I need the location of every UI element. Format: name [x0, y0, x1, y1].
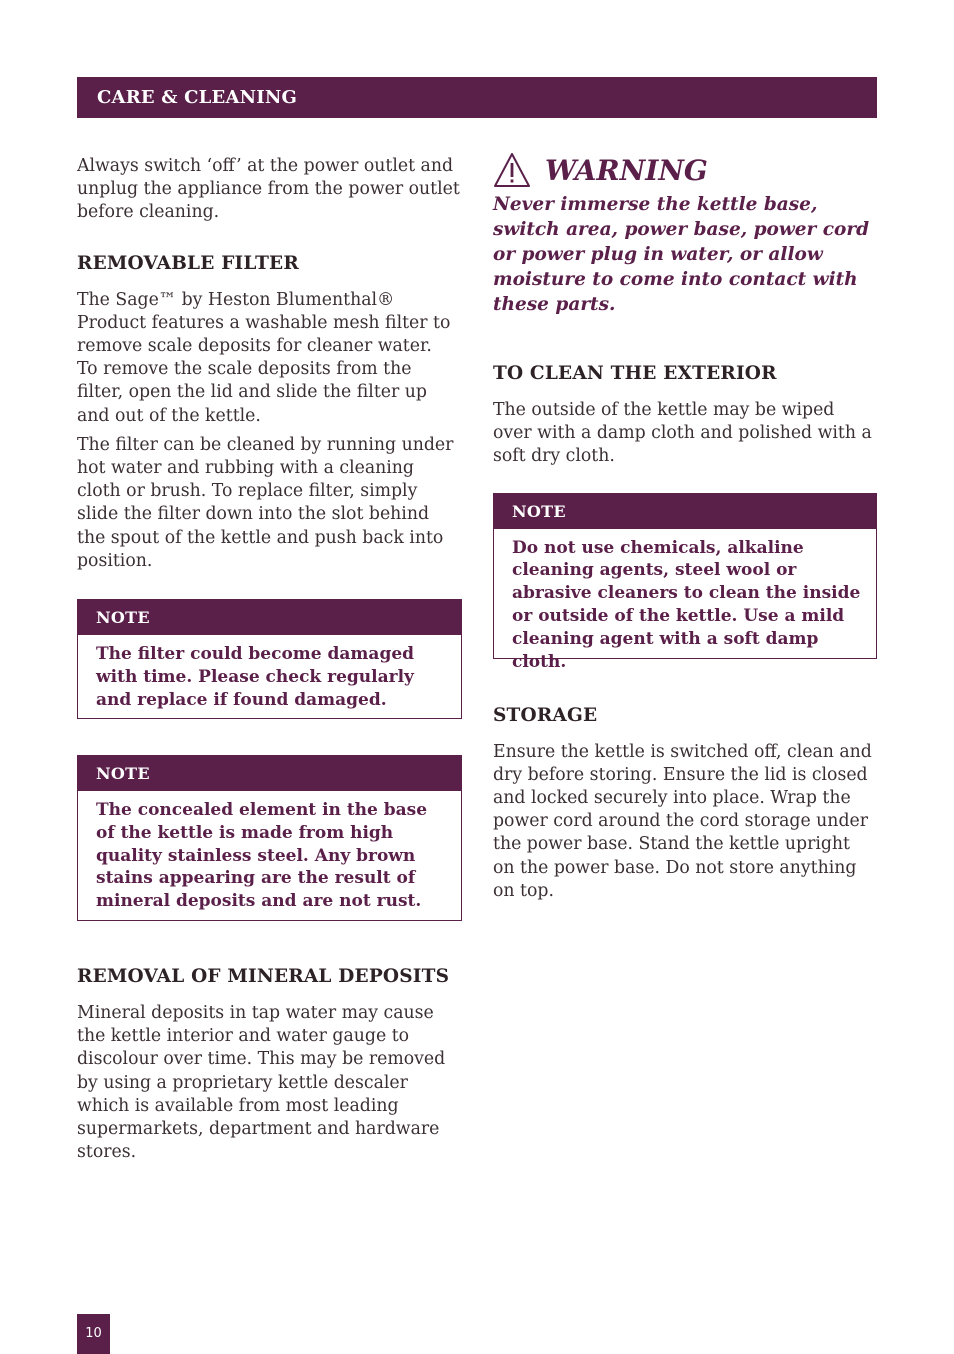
storage-heading: STORAGE — [493, 704, 598, 726]
filter-paragraph-1: The Sage™ by Heston Blumenthal® Product features a washable mesh filter to remove scale deposits for cleaner water. — [77, 289, 451, 357]
mineral-deposits-paragraph: Mineral deposits in tap water may cause the kettle interior and water gauge to discolour over time. This may be removed by using a proprietary kettle descaler which is available from most leading supermarkets, department and hardware stores. — [77, 1003, 446, 1163]
storage-paragraph: Ensure the kettle is switched off, clean and dry before storing. Ensure the lid is closed and locked securely into place. Wrap the power cord around the cord storage under the power base. Stand the kettle upright on the power base. Do not store anything on top. — [493, 741, 872, 901]
note-label: NOTE — [494, 494, 876, 529]
note-box-filter — [77, 599, 462, 719]
left-column — [77, 152, 462, 1164]
note-label: NOTE — [78, 600, 461, 635]
warning-triangle-icon — [493, 152, 531, 188]
right-column — [493, 152, 877, 903]
note-text: The filter could become damaged with time. Please check regularly and replace if found damaged. — [96, 644, 415, 710]
mineral-deposits-heading: REMOVAL OF MINERAL DEPOSITS — [77, 966, 450, 988]
warning-title — [493, 152, 877, 188]
clean-exterior-heading: TO CLEAN THE EXTERIOR — [493, 363, 777, 384]
section-header: CARE & CLEANING — [77, 77, 877, 118]
clean-exterior-paragraph: The outside of the kettle may be wiped over with a damp cloth and polished with a soft dry cloth. — [493, 400, 872, 467]
removable-filter-heading: REMOVABLE FILTER — [77, 252, 299, 274]
intro-paragraph: Always switch ‘off’ at the power outlet and unplug the appliance from the power outlet before cleaning. — [77, 156, 460, 223]
note-box-chemicals — [493, 493, 877, 672]
note-box-element — [77, 755, 462, 921]
note-label: NOTE — [78, 756, 461, 791]
note-text: The concealed element in the base of the kettle is made from high quality stainless steel. Any brown stains appearing are the result of mineral deposits and are not rust. — [96, 800, 428, 912]
filter-paragraph-2: To remove the scale deposits from the filter, open the lid and slide the filter up and out of the kettle. — [77, 359, 427, 426]
page-number: 10 — [77, 1314, 110, 1354]
warning-text: Never immerse the kettle base, switch area, power base, power cord or power plug in water, or allow moisture to come into contact with these parts. — [493, 194, 870, 315]
filter-paragraph-3: The filter can be cleaned by running under hot water and rubbing with a cleaning cloth or brush. To replace filter, simply slide the filter down into the slot behind the spout of the kettle and push back into position. — [77, 434, 454, 571]
warning-label: WARNING — [545, 153, 708, 187]
note-text: Do not use chemicals, alkaline cleaning agents, steel wool or abrasive cleaners to clean the inside or outside of the kettle. Use a mild cleaning agent with a soft damp cloth. — [512, 537, 861, 672]
